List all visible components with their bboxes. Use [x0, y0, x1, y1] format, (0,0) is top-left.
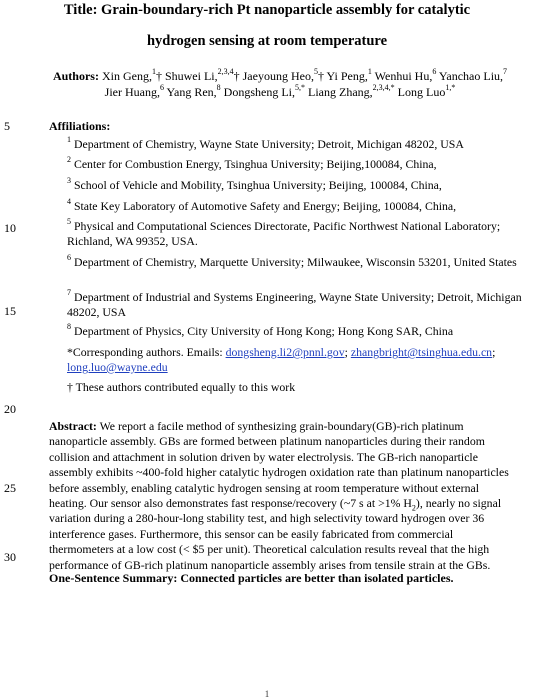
abstract-paragraph: Abstract: We report a facile method of synthesizing grain-boundary(GB)-rich platinum nanoparticle assembly. GBs are formed between platinum nanoparticles during their random collision and attachment in solution driven by water electrolysis. The GB-rich nanoparticle assembly exhibits ~400-fold higher catalytic hydrogen oxidation rate than platinum nanoparticles before assembly, enabling catalytic hydrogen sensing at room temperature without external heating. Our sensor also demonstrates fast response/recovery (~7 s at >1% $H_2$), nearly no signal variation during a 280-hour-long stability test, and high selectivity toward hydrogen over 36 interference gases. Furthermore, this sensor can be easily fabricated from commercial thermometers at a low cost (< $5 per unit). Theoretical calculation results reveal that the high performance of GB-rich platinum nanoparticle assembly arises from tensile strain at the GBs.: [49, 419, 509, 572]
line-number: 10: [4, 221, 16, 235]
line-number: 20: [4, 402, 16, 416]
paper-title-line-1: Title: Grain-boundary-rich Pt nanoparticle assembly for catalytic: [63, 2, 471, 18]
line-number: 15: [4, 304, 16, 318]
author-name: Yanchao Liu,: [436, 69, 504, 83]
author-affiliation-marker: 5: [313, 67, 318, 76]
affiliation-4: $^4$ State Key Laboratory of Automotive Safety and Energy; Beijing, 100084, China,: [67, 197, 457, 213]
author-affiliation-marker: 2,3,4: [217, 67, 234, 76]
one-sentence-summary: One-Sentence Summary: Connected particles are better than isolated particles.: [49, 571, 454, 585]
author-name: Shuwei Li,: [161, 69, 218, 83]
paper-title-line-2: hydrogen sensing at room temperature: [146, 33, 388, 49]
author-affiliation-marker: 1,*: [445, 83, 456, 92]
equal-contribution-note: † These authors contributed equally to this work: [67, 380, 296, 394]
affiliation-2: $^2$ Center for Combustion Energy, Tsinghua University; Beijing,100084, China,: [67, 155, 437, 171]
email-link-long-luo[interactable]: long.luo@wayne.edu: [67, 360, 168, 374]
affiliation-8: $^8$ Department of Physics, City University of Hong Kong; Hong Kong SAR, China: [67, 322, 454, 338]
author-name: Yang Ren,: [163, 85, 217, 99]
affiliation-1: $^1$ Department of Chemistry, Wayne State University; Detroit, Michigan 48202, USA: [67, 135, 464, 151]
author-affiliation-marker: 1: [367, 67, 372, 76]
author-name: Wenhui Hu,: [371, 69, 433, 83]
page-number: 1: [264, 689, 270, 699]
affiliation-5: $^5$ Physical and Computational Sciences Directorate, Pacific Northwest National Laboratory; Richland, WA 99352, USA.: [67, 217, 501, 248]
author-affiliation-marker: 1: [151, 67, 156, 76]
author-name: Jaeyoung Heo,: [239, 69, 314, 83]
equal-contribution-mark: †: [155, 69, 162, 83]
author-affiliation-marker: 2,3,4,*: [372, 83, 395, 92]
line-number: 25: [4, 481, 16, 495]
email-link-zhangbright[interactable]: zhangbright@tsinghua.edu.cn: [350, 345, 493, 359]
author-affiliation-marker: 6: [159, 83, 164, 92]
affiliation-3: $^3$ School of Vehicle and Mobility, Tsinghua University; Beijing, 100084, China,: [67, 176, 442, 192]
corresponding-authors: *Corresponding authors. Emails: dongsheng.li2@pnnl.gov; zhangbright@tsinghua.edu.cn; long.luo@wayne.edu: [67, 345, 496, 374]
author-name: Long Luo: [394, 85, 446, 99]
authors-label: Authors:: [52, 69, 99, 83]
author-affiliation-marker: 8: [216, 83, 221, 92]
affiliation-6: $^6$ Department of Chemistry, Marquette University; Milwaukee, Wisconsin 53201, United States: [67, 253, 517, 269]
author-affiliation-marker: 7: [503, 67, 508, 76]
affiliation-7: $^7$ Department of Industrial and Systems Engineering, Wayne State University; Detroit, Michigan 48202, USA: [67, 288, 522, 319]
authors-line-2: [40, 84, 520, 100]
abstract-label: Abstract:: [49, 419, 97, 433]
author-affiliation-marker: 5,*: [295, 83, 305, 92]
authors-line-1: [40, 68, 520, 84]
author-name: Dongsheng Li,: [220, 85, 295, 99]
line-number: 5: [4, 119, 10, 133]
equal-contribution-mark: †: [233, 69, 240, 83]
affiliations-heading: Affiliations:: [49, 119, 111, 133]
author-name: Xin Geng,: [98, 69, 152, 83]
equal-contribution-mark: †: [317, 69, 324, 83]
author-name: Yi Peng,: [323, 69, 368, 83]
line-number: 30: [4, 550, 16, 564]
author-name: Jier Huang,: [104, 85, 160, 99]
author-name: Liang Zhang,: [305, 85, 373, 99]
author-affiliation-marker: 6: [432, 67, 437, 76]
email-link-dongsheng[interactable]: dongsheng.li2@pnnl.gov: [225, 345, 345, 359]
